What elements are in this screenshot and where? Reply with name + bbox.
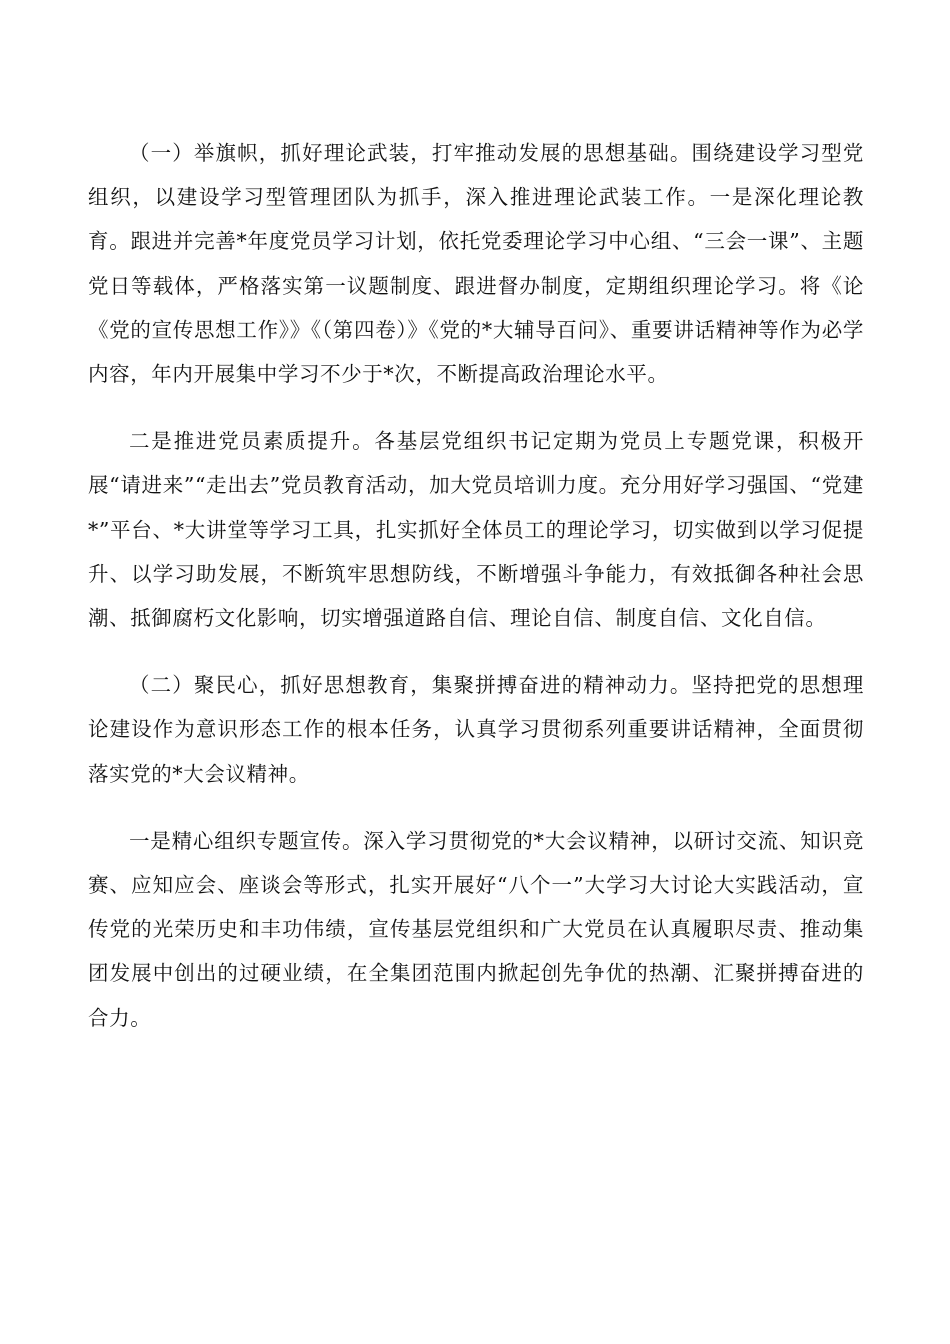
paragraph-1: （一）举旗帜，抓好理论武装，打牢推动发展的思想基础。围绕建设学习型党组织，以建设学习型管理团队为抓手，深入推进理论武装工作。一是深化理论教育。跟进并完善*年度党员学习计划，依托党委理论学习中心组、“三会一课”、主题党日等载体，严格落实第一议题制度、跟进督办制度，定期组织理论学习。将《论《党的宣传思想工作》》《（第四卷）》《党的*大辅导百问》、重要讲话精神等作为必学内容，年内开展集中学习不少于*次，不断提高政治理论水平。 — [88, 141, 864, 387]
paragraph-2: 二是推进党员素质提升。各基层党组织书记定期为党员上专题党课，积极开展“请进来”“走出去”党员教育活动，加大党员培训力度。充分用好学习强国、“党建*”平台、*大讲堂等学习工具，扎实抓好全体员工的理论学习，切实做到以学习促提升、以学习助发展，不断筑牢思想防线，不断增强斗争能力，有效抵御各种社会思潮、抵御腐朽文化影响，切实增强道路自信、理论自信、制度自信、文化自信。 — [88, 429, 864, 631]
paragraph-3: （二）聚民心，抓好思想教育，集聚拼搏奋进的精神动力。坚持把党的思想理论建设作为意识形态工作的根本任务，认真学习贯彻系列重要讲话精神，全面贯彻落实党的*大会议精神。 — [88, 673, 864, 786]
paragraph-4: 一是精心组织专题宣传。深入学习贯彻党的*大会议精神，以研讨交流、知识竞赛、应知应会、座谈会等形式，扎实开展好“八个一”大学习大讨论大实践活动，宣传党的光荣历史和丰功伟绩，宣传基层党组织和广大党员在认真履职尽责、推动集团发展中创出的过硬业绩，在全集团范围内掀起创先争优的热潮、汇聚拼搏奋进的合力。 — [88, 828, 864, 1030]
document-page — [88, 131, 864, 1040]
